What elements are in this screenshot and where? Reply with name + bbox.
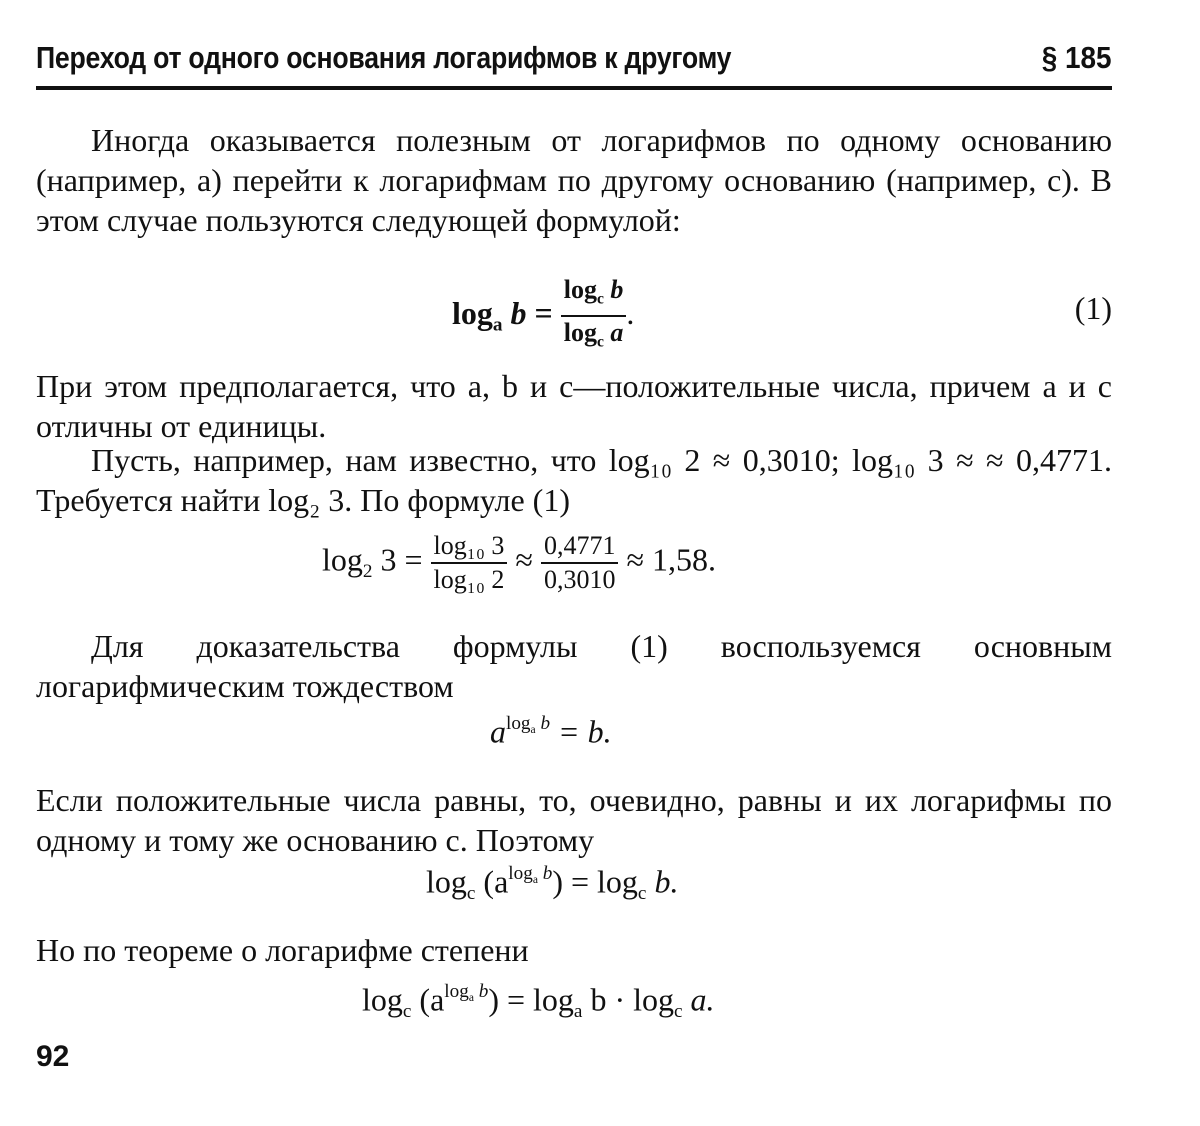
formula-exponent: loga b: [444, 981, 489, 1005]
paragraph-proof-text: Для доказательства формулы (1) воспользуемся основным логарифмическим тождеством: [36, 628, 1112, 704]
paragraph-assumption: [36, 366, 1112, 446]
formula-base: a: [490, 713, 506, 750]
fraction-denominator: $\log_c a$: [563, 318, 624, 351]
formula-fraction-2: [541, 532, 619, 594]
formula-sub: c: [674, 1001, 683, 1023]
formula-close: ) = log: [552, 863, 638, 900]
formula-sub: c: [466, 883, 476, 905]
formula-fraction: [561, 276, 627, 357]
fraction-numerator: log₁₀ 3: [431, 532, 508, 564]
fraction-denominator: log₁₀ 2: [433, 565, 505, 594]
chapter-title: Переход от одного основания логарифмов к другому: [36, 40, 732, 75]
formula-sub: a: [492, 314, 503, 336]
formula-arg: 3 =: [372, 541, 423, 578]
formula-mid: b · log: [582, 981, 674, 1018]
fraction-numerator: 0,4771: [541, 532, 619, 564]
paragraph-equal-logs: [36, 780, 1112, 860]
formula-log: log: [322, 541, 363, 578]
formula-sub: a: [573, 1001, 583, 1023]
formula-change-of-base: [452, 276, 634, 357]
formula-approx: ≈: [515, 541, 533, 578]
paragraph-example: [36, 440, 1112, 520]
formula-power-theorem: [362, 982, 715, 1021]
formula-arg: b: [510, 294, 527, 331]
formula-exponent: loga b: [508, 863, 553, 887]
paragraph-theorem-text: Но по теореме о логарифме степени: [36, 932, 529, 968]
paragraph-intro: [36, 120, 1112, 240]
section-number: § 185: [1042, 40, 1112, 75]
formula-log: log: [362, 981, 403, 1018]
page-number: 92: [36, 1040, 70, 1073]
formula-log: log: [426, 863, 467, 900]
paragraph-intro-text: Иногда оказывается полезным от логарифмов по одному основанию (например, a) перейти к логарифмам по другому основанию (например, c). В этом случае пользуются следующей формулой:: [36, 122, 1112, 238]
formula-mid: ) = log: [488, 981, 574, 1018]
formula-exponent: loga b: [506, 713, 551, 737]
formula-log-of-identity: [426, 864, 678, 903]
page-header: [36, 40, 1112, 84]
formula-rest: = b.: [550, 713, 612, 750]
formula-open: (a: [411, 981, 445, 1018]
formula-sub: c: [637, 883, 647, 905]
formula-fraction-1: [431, 532, 508, 594]
formula-identity: [490, 713, 612, 750]
formula-end: a.: [682, 981, 715, 1018]
fraction-numerator: $\log_c b$: [561, 276, 627, 317]
paragraph-proof: [36, 626, 1112, 706]
formula-open: (a: [475, 863, 509, 900]
formula-sub: 2: [362, 561, 373, 583]
formula-example: [322, 532, 716, 594]
paragraph-example-text: Пусть, например, нам известно, что log₁₀ 2 ≈ 0,3010; log₁₀ 3 ≈ ≈ 0,4771. Требуется найти log₂ 3. По формуле (1): [36, 442, 1112, 518]
formula-arg: b.: [646, 863, 679, 900]
paragraph-theorem: [36, 930, 1112, 970]
formula-result: ≈ 1,58.: [626, 541, 717, 578]
formula-sub: c: [402, 1001, 412, 1023]
formula-period: .: [626, 294, 635, 331]
paragraph-equal-logs-text: Если положительные числа равны, то, очевидно, равны и их логарифмы по одному и тому же основанию c. Поэтому: [36, 782, 1112, 858]
formula-eq: =: [534, 294, 553, 331]
formula-log: log: [452, 294, 493, 331]
equation-number: (1): [1074, 290, 1112, 326]
fraction-denominator: 0,3010: [543, 565, 616, 594]
header-rule: [36, 86, 1112, 90]
paragraph-assumption-text: При этом предполагается, что a, b и c—положительные числа, причем a и c отличны от единицы.: [36, 368, 1112, 444]
